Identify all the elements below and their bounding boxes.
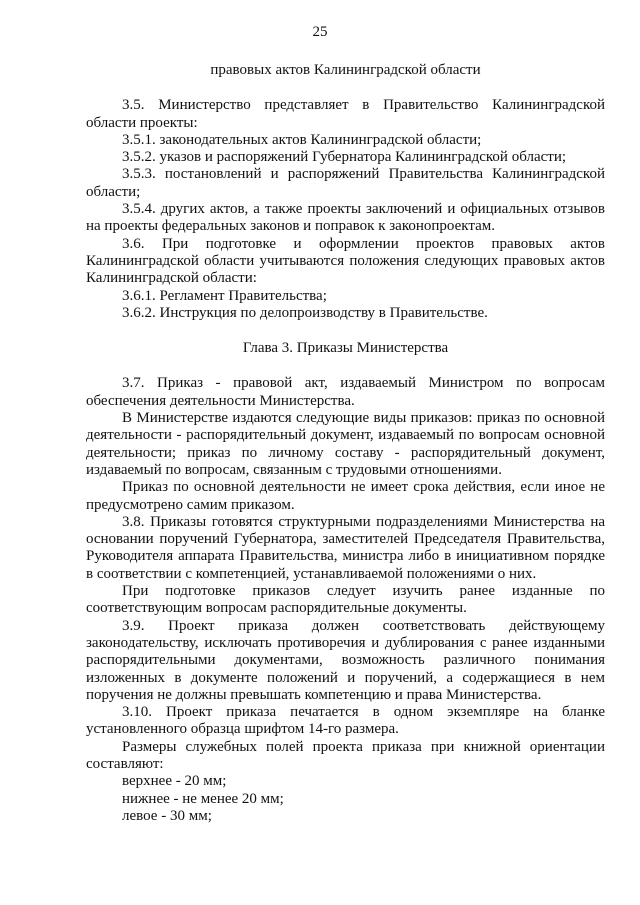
clause-3-10: 3.10. Проект приказа печатается в одном экземпляре на бланке установленного образца шрифтом 14-го размера. [86,704,605,738]
margin-top-item: верхнее - 20 мм; [122,773,227,790]
preparation-paragraph: При подготовке приказов следует изучить ранее изданные по соответствующим вопросам распорядительные документы. [86,583,605,617]
document-body [86,62,605,825]
clause-3-7: 3.7. Приказ - правовой акт, издаваемый Министром по вопросам обеспечения деятельности Министерства. [86,375,605,409]
margins-paragraph: Размеры служебных полей проекта приказа при книжной ориентации составляют: [86,738,605,772]
continued-heading: правовых актов Калининградской области [210,62,481,78]
clause-3-5-4: 3.5.4. других актов, а также проекты заключений и официальных отзывов на проекты федеральных законов и поправок к законопроектам. [86,201,605,235]
page-number: 25 [312,24,328,40]
margin-bottom-item: нижнее - не менее 20 мм; [122,790,284,807]
clause-3-5-2: 3.5.2. указов и распоряжений Губернатора Калининградской области; [122,149,567,166]
margin-left-item: левое - 30 мм; [122,807,212,824]
chapter-heading: Глава 3. Приказы Министерства [242,340,449,357]
clause-3-5-1: 3.5.1. законодательных актов Калининградской области; [122,131,482,148]
order-validity-paragraph: Приказ по основной деятельности не имеет срока действия, если иное не предусмотрено самим приказом. [86,479,605,513]
clause-3-8: 3.8. Приказы готовятся структурными подразделениями Министерства на основании поручений Губернатора, заместителей Председателя Правительства, Руководителя аппарата Правительства, министра либо в инициативном порядке в соответствии с компетенцией, устанавливаемой положениями о них. [86,513,605,582]
order-types-paragraph: В Министерстве издаются следующие виды приказов: приказ по основной деятельности - распорядительный документ, издаваемый по вопросам основной деятельности; приказ по личному составу - распорядительный документ, издаваемый по вопросам, связанным с трудовыми отношениями. [86,410,605,478]
clause-3-5: 3.5. Министерство представляет в Правительство Калининградской области проекты: [86,97,605,131]
clause-3-6: 3.6. При подготовке и оформлении проектов правовых актов Калининградской области учитываются положения следующих правовых актов Калининградской области: [86,235,605,287]
clause-3-5-3: 3.5.3. постановлений и распоряжений Правительства Калининградской области; [86,166,605,200]
clause-3-6-1: 3.6.1. Регламент Правительства; [122,287,327,304]
clause-3-9: 3.9. Проект приказа должен соответствовать действующему законодательству, исключать противоречия и дублирования с ранее изданными распорядительными документами, возможность различного понимания изложенных в документе положений и поручений, а содержащиеся в нем поручения не должны превышать компетенцию и права Министерства. [86,617,605,703]
clause-3-6-2: 3.6.2. Инструкция по делопроизводству в Правительстве. [122,304,488,321]
